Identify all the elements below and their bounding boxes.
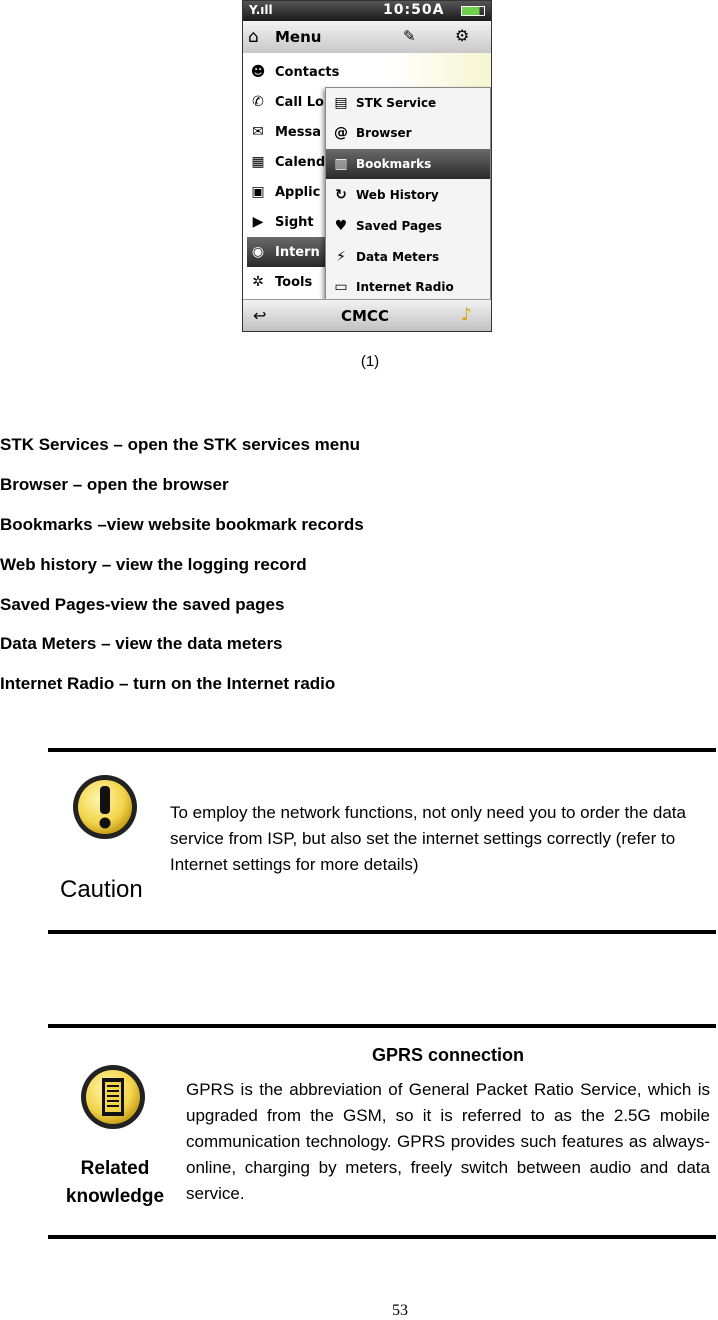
warning-exclamation-icon [70, 772, 140, 842]
gprs-title: GPRS connection [371, 1045, 524, 1065]
soft-key-bar [243, 299, 491, 332]
saved-pages-icon: ♥ [334, 218, 348, 234]
internet-icon: ◉ [251, 244, 265, 260]
figure-caption: (1) [360, 353, 380, 370]
notepad-icon [78, 1062, 148, 1132]
sight-icon: ▶ [252, 214, 264, 230]
submenu-item[interactable]: @ Browser [330, 118, 488, 148]
main-menu-item[interactable]: ☻ Contacts [247, 57, 407, 87]
caution-bottom-rule [48, 930, 716, 934]
sim-card-icon: ▤ [334, 95, 348, 111]
gprs-text: GPRS is the abbreviation of General Packet Ratio Service, which is upgraded from the GSM, so it is referred to as the 2.5G mobile communication technology. GPRS provides such features as always-online, charging by meters, freely switch between audio and data service. [186, 1080, 710, 1203]
music-note-icon[interactable]: ♪ [461, 305, 472, 325]
application-icon: ▣ [251, 184, 265, 200]
battery-icon [461, 6, 485, 16]
main-menu-item[interactable]: ▦ Calend [247, 147, 407, 177]
data-meters-icon: ⚡ [336, 249, 346, 265]
menu-title: Menu [275, 28, 322, 46]
function-line: STK Services – open the STK services menu [0, 435, 360, 454]
submenu-item[interactable]: ↻ Web History [330, 180, 488, 210]
related-label-line2: knowledge [65, 1186, 165, 1207]
main-menu-item[interactable]: ▶ Sight [247, 207, 407, 237]
menu-header [243, 21, 491, 54]
related-bottom-rule [48, 1235, 716, 1239]
related-top-rule [48, 1024, 716, 1028]
back-arrow-icon[interactable]: ↩ [253, 306, 267, 325]
home-icon[interactable]: ⌂ [248, 27, 259, 47]
web-history-icon: ↻ [335, 187, 347, 203]
submenu-item[interactable]: ▭ Internet Radio [330, 272, 488, 302]
status-bar [243, 1, 491, 21]
function-line: Browser – open the browser [0, 475, 229, 494]
main-menu-item[interactable]: ▣ Applic [247, 177, 407, 207]
internet-radio-icon: ▭ [334, 279, 348, 295]
contacts-icon: ☻ [250, 64, 266, 80]
edit-icon[interactable]: ✎ [403, 27, 416, 45]
function-line: Web history – view the logging record [0, 555, 307, 574]
main-menu-item[interactable]: ✆ Call Lo [247, 87, 407, 117]
bookmarks-icon: ▥ [334, 156, 348, 172]
submenu-item[interactable]: ⚡ Data Meters [330, 242, 488, 272]
caution-top-rule [48, 748, 716, 752]
submenu-item-selected[interactable]: ▥ Bookmarks [326, 149, 490, 179]
status-time: 10:50A [383, 2, 445, 18]
main-menu-item[interactable]: ✉ Messa [247, 117, 407, 147]
function-line: Internet Radio – turn on the Internet radio [0, 674, 336, 693]
phone-screenshot [242, 0, 492, 332]
main-menu-item-selected[interactable]: ◉ Intern [247, 237, 407, 267]
related-label-line1: Related [80, 1158, 150, 1179]
page-number: 53 [392, 1302, 408, 1319]
settings-gear-icon[interactable]: ⚙ [455, 26, 470, 45]
calendar-icon: ▦ [251, 154, 265, 170]
function-line: Bookmarks –view website bookmark records [0, 515, 364, 534]
related-knowledge-label [56, 1155, 174, 1211]
function-line: Saved Pages-view the saved pages [0, 595, 285, 614]
call-log-icon: ✆ [252, 94, 264, 110]
operator-name: CMCC [341, 307, 389, 325]
caution-label: Caution [60, 876, 143, 903]
main-menu-item[interactable]: ✲ Tools [247, 267, 407, 297]
tools-icon: ✲ [252, 274, 264, 290]
function-line: Data Meters – view the data meters [0, 634, 283, 653]
browser-icon: @ [334, 125, 348, 141]
message-icon: ✉ [252, 124, 264, 140]
submenu-item[interactable]: ♥ Saved Pages [330, 211, 488, 241]
signal-icon: Y.ıll [249, 3, 273, 17]
internet-submenu [325, 87, 491, 300]
caution-text: To employ the network functions, not only need you to order the data service from ISP, but also set the internet settings correctly (refer to Internet settings for more details) [170, 803, 686, 874]
submenu-item[interactable]: ▤ STK Service [330, 88, 488, 118]
